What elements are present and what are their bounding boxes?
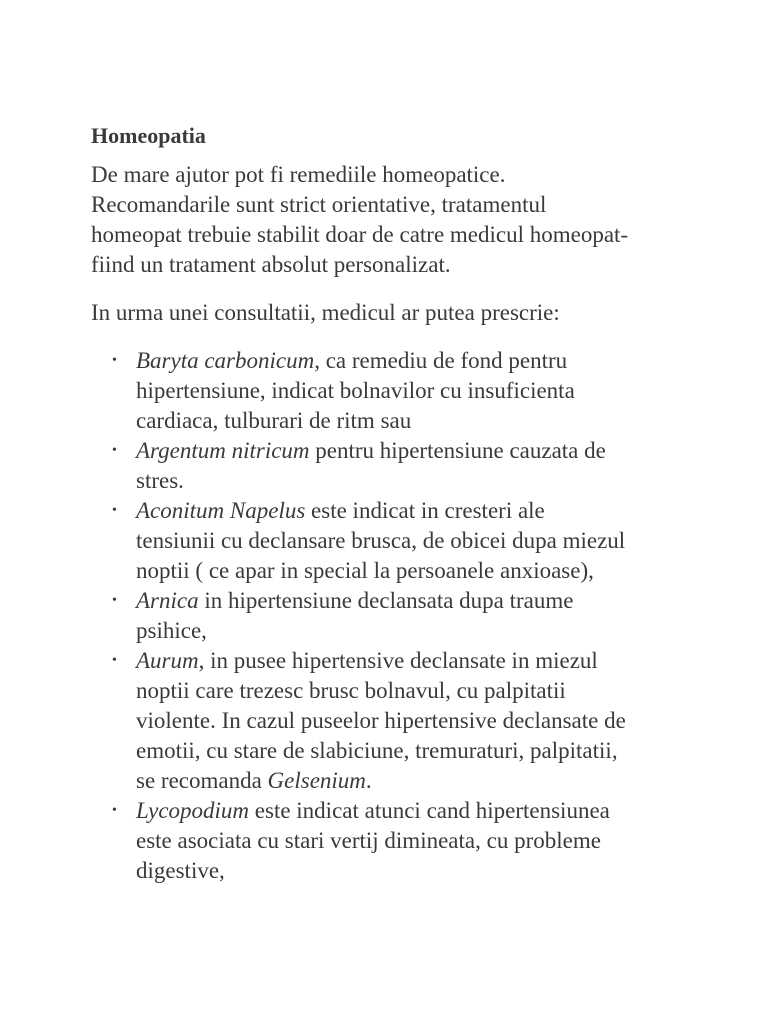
document-page (91, 118, 691, 886)
remedy-description: , in pusee hipertensive declansate in miezul noptii care trezesc brusc bolnavul, cu palpitatii violente. In cazul puseelor hipertensive declansate de emotii, cu stare de slabiciune, tremuraturi, palpitatii, se recomanda (136, 648, 626, 793)
remedy-description: este indicat in cresteri ale tensiunii cu declansare brusca, de obicei dupa miezul noptii ( ce apar in special la persoanele anxioase), (136, 498, 626, 583)
lead-paragraph: In urma unei consultatii, medicul ar putea prescrie: (91, 300, 560, 325)
remedy-alt-name: Gelsenium (267, 768, 366, 793)
remedy-name: Lycopodium (136, 798, 250, 823)
remedy-description: , ca remediu de fond pentru hipertensiune, indicat bolnavilor cu insuficienta cardiaca, tulburari de ritm sau (136, 348, 575, 433)
bullet-icon: • (112, 593, 117, 608)
remedy-item (91, 496, 691, 586)
remedy-alt-suffix: . (365, 768, 372, 793)
bullet-icon: • (112, 353, 117, 368)
remedy-name: Aurum (136, 648, 199, 673)
remedy-description: pentru hipertensiune cauzata de stres. (136, 438, 606, 493)
bullet-icon: • (112, 653, 117, 668)
remedy-list (91, 346, 691, 886)
intro-paragraph: De mare ajutor pot fi remediile homeopatice. Recomandarile sunt strict orientative, tratamentul homeopat trebuie stabilit doar de catre medicul homeopat- fiind un tratament absolut personalizat. (91, 162, 629, 277)
remedy-item (91, 346, 691, 436)
remedy-item (91, 646, 691, 796)
remedy-description: in hipertensiune declansata dupa traume psihice, (136, 588, 574, 643)
remedy-name: Baryta carbonicum (136, 348, 315, 373)
bullet-icon: • (112, 503, 117, 518)
bullet-icon: • (112, 803, 117, 818)
remedy-item (91, 586, 691, 646)
remedy-description: este indicat atunci cand hipertensiunea este asociata cu stari vertij dimineata, cu probleme digestive, (136, 798, 610, 883)
section-heading: Homeopatia (91, 123, 206, 148)
remedy-name: Aconitum Napelus (136, 498, 306, 523)
remedy-name: Arnica (136, 588, 199, 613)
remedy-name: Argentum nitricum (136, 438, 310, 463)
bullet-icon: • (112, 443, 117, 458)
remedy-item (91, 436, 691, 496)
remedy-item (91, 796, 691, 886)
